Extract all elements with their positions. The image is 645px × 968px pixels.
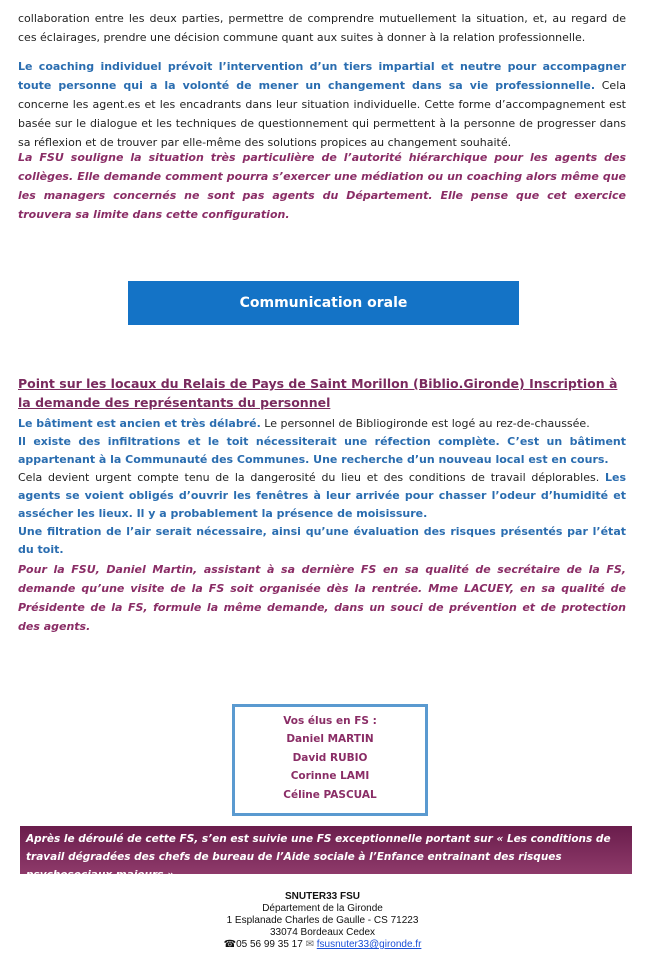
exceptional-fs-text: Après le déroulé de cette FS, s’en est suivie une FS exceptionnelle portant sur « Les conditions de travail dégradées des chefs de bureau de l’Aide sociale à l’Enfance entrainant des risques psychosociaux majeurs » xyxy=(26,833,611,881)
section-banner xyxy=(128,281,519,325)
locaux-urgent: Cela devient urgent compte tenu de la dangerosité du lieu et des conditions de travail déplorables. xyxy=(18,471,605,484)
elu-name: Daniel MARTIN xyxy=(286,733,374,745)
coaching-definition: Le coaching individuel prévoit l’intervention d’un tiers impartial et neutre pour accompagner toute personne qui a la volonté de mener un changement dans sa vie professionnelle. xyxy=(18,60,626,92)
footer-email-link[interactable]: fsusnuter33@gironde.fr xyxy=(316,939,422,950)
elected-representatives-box xyxy=(232,704,428,816)
coaching-details: Cela concerne les agent.es et les encadrants dans leur situation individuelle. Cette forme d’accompagnement est basée sur le dialogue et les techniques de questionnement qui permettent à la personne de progresser dans sa réflexion et de trouver par elle-même des solutions propices au changement souhaité. xyxy=(18,79,626,149)
footer-org: SNUTER33 FSU xyxy=(284,891,360,902)
paragraph-coaching xyxy=(18,57,626,152)
fsu-statement-visite-text: Pour la FSU, Daniel Martin, assistant à sa dernière FS en sa qualité de secrétaire de la FS, demande qu’une visite de la FS soit organisée dès la rentrée. Mme LACUEY, en sa qualité de Présidente de la FS, formule la même demande, dans un souci de prévention et de protection des agents. xyxy=(18,563,626,633)
section-banner-label: Communication orale xyxy=(239,295,408,311)
footer-line3: 33074 Bordeaux Cedex xyxy=(269,927,376,938)
fsu-statement-coaching-text: La FSU souligne la situation très particulière de l’autorité hiérarchique pour les agents des collèges. Elle demande comment pourra s’exercer une médiation ou un coaching alors même que les managers concernés ne sont pas agents du Département. Elle pense que cet exercice trouvera sa limite dans cette configuration. xyxy=(18,151,626,221)
locaux-personnel: Le personnel de Bibliogironde est logé au rez-de-chaussée. xyxy=(260,417,590,430)
elu-name: Céline PASCUAL xyxy=(283,788,377,801)
footer-line2: 1 Esplanade Charles de Gaulle - CS 71223 xyxy=(226,915,419,926)
exceptional-fs-note xyxy=(20,826,632,881)
paragraph-context-text: collaboration entre les deux parties, permettre de comprendre mutuellement la situation, et, au regard de ces éclairages, prendre une décision commune quant aux suites à donner à la relation professionnelle. xyxy=(18,12,626,44)
paragraph-locaux xyxy=(18,415,626,559)
agenda-heading xyxy=(18,374,630,412)
footer-phone: 05 56 99 35 17 xyxy=(236,939,303,950)
envelope-icon: ✉ xyxy=(305,939,314,950)
footer xyxy=(0,891,645,951)
fsu-statement-visite xyxy=(18,560,626,636)
agenda-heading-text: Point sur les locaux du Relais de Pays de Saint Morillon (Biblio.Gironde) Inscription à la demande des représentants du personnel xyxy=(18,376,618,410)
footer-contact xyxy=(0,939,645,951)
locaux-humidite: Les agents se voient obligés d’ouvrir les fenêtres à leur arrivée pour chasser l’odeur d’humidité et assécher les lieux. Il y a probablement la présence de moisissure. xyxy=(18,471,626,520)
telephone-icon: ☎ xyxy=(223,939,237,950)
footer-line1: Département de la Gironde xyxy=(262,903,383,914)
elus-title: Vos élus en FS : xyxy=(283,715,377,727)
elu-name: Corinne LAMI xyxy=(290,770,370,782)
locaux-filtration: Une filtration de l’air serait nécessaire, ainsi qu’une évaluation des risques présentés par l’état du toit. xyxy=(18,525,626,556)
elu-name: David RUBIO xyxy=(292,751,368,764)
locaux-ancien: Le bâtiment est ancien et très délabré. xyxy=(18,417,261,430)
paragraph-context xyxy=(18,9,626,47)
locaux-infiltrations: Il existe des infiltrations et le toit nécessiterait une réfection complète. C’est un bâtiment appartenant à la Communauté des Communes. Une recherche d’un nouveau local est en cours. xyxy=(18,435,626,466)
fsu-statement-coaching xyxy=(18,148,626,224)
